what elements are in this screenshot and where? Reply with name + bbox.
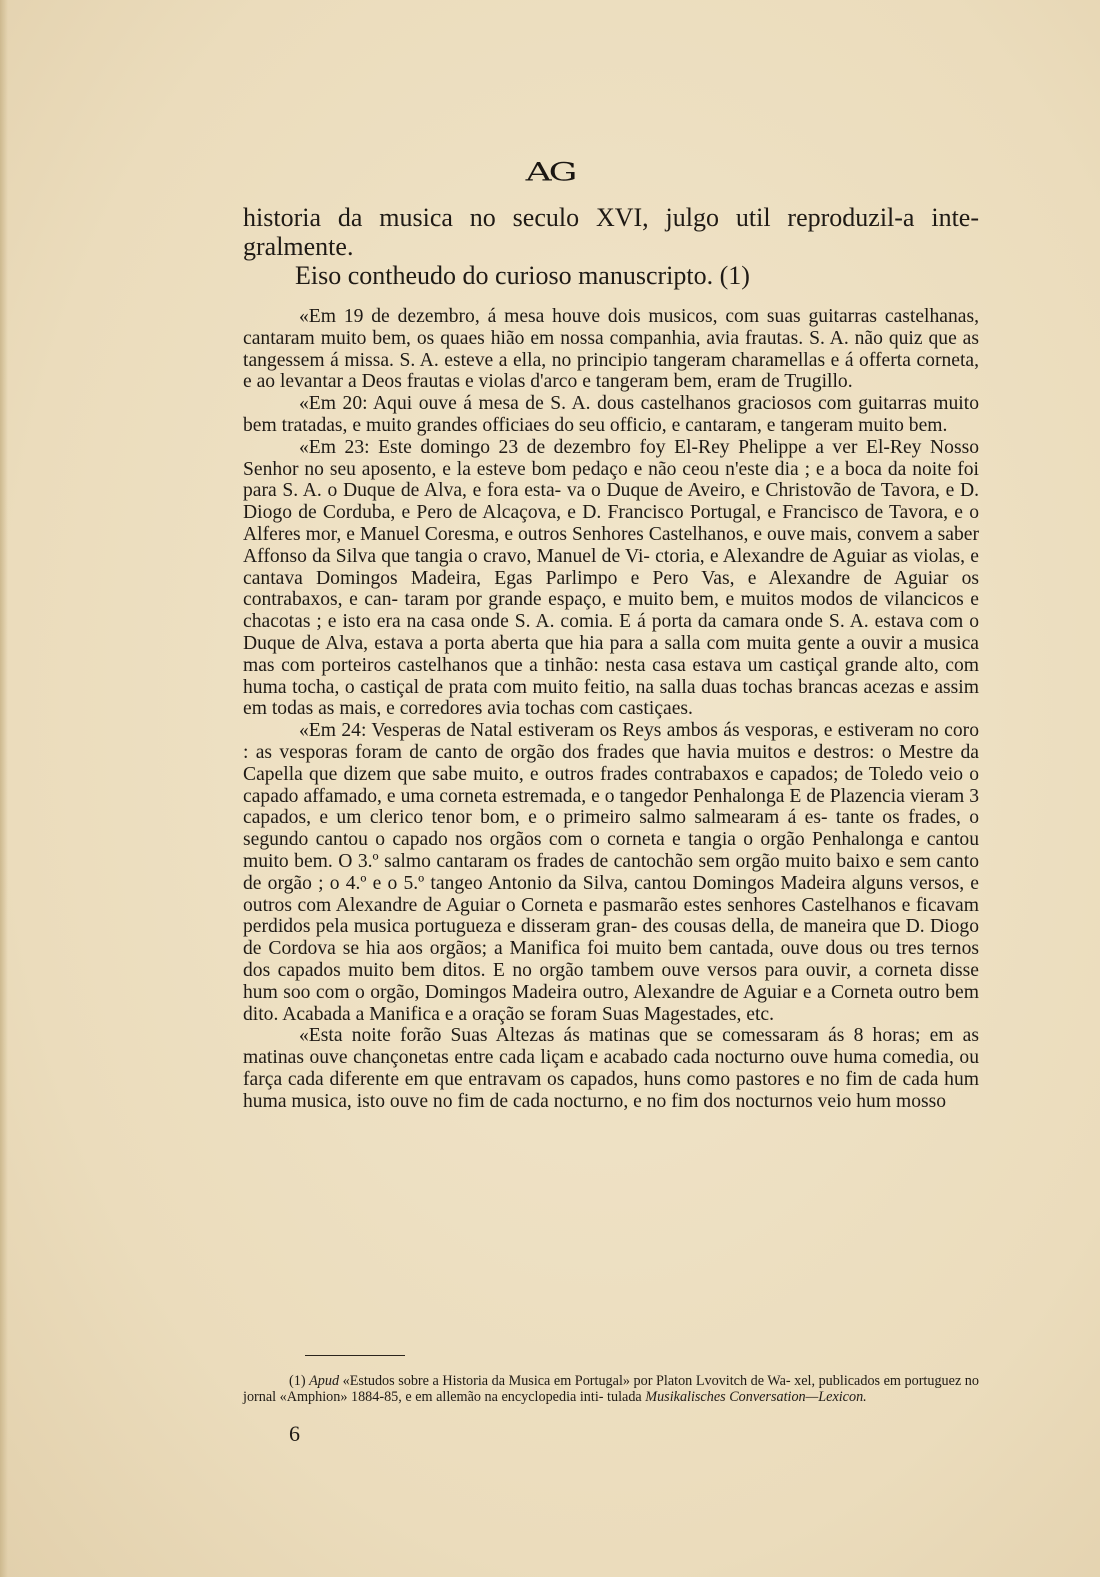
body-text	[243, 203, 979, 1112]
paragraph-dec-20: «Em 20: Aqui ouve á mesa de S. A. dous castelhanos graciosos com guitarras muito bem tratadas, e muito grandes officiaes do seu officio, e cantaram, e tangeram muito bem.	[243, 393, 979, 436]
opening-line: historia da musica no seculo XVI, julgo util reproduzil-a inte- gralmente.	[243, 203, 979, 261]
opening-intro-line: Eiso contheudo do curioso manuscripto. (1)	[295, 261, 750, 290]
header-monogram: AG	[525, 158, 575, 187]
page-number: 6	[289, 1421, 300, 1446]
manuscript-transcription	[243, 306, 979, 1112]
footnote	[243, 1373, 979, 1405]
footnote-marker: (1)	[289, 1373, 306, 1389]
footnote-text: «Estudos sobre a Historia da Musica em Portugal» por Platon Lvovitch de Wa- xel, publicados em portuguez no jornal «Amphion» 1884-85, e em allemão na encyclopedia inti- tulada	[243, 1373, 979, 1406]
paragraph-matins: «Esta noite forão Suas Altezas ás matinas que se comessaram ás 8 horas; em as matinas ouve chançonetas entre cada liçam e acabado cada nocturno ouve huma comedia, ou farça cada diferente em que entravam os capados, huns como pastores e no fim de cada hum huma musica, isto ouve no fim de cada nocturno, e no fim dos nocturnos veio hum mosso	[243, 1025, 979, 1112]
footnote-divider	[305, 1355, 405, 1356]
footnote-title: Musikalisches Conversation—Lexicon.	[645, 1389, 867, 1406]
page-edge-shadow	[0, 0, 8, 1577]
paragraph-dec-23: «Em 23: Este domingo 23 de dezembro foy El-Rey Phelippe a ver El-Rey Nosso Senhor no seu aposento, e la esteve bom pedaço e não ceou n'este dia ; e a boca da noite foi para S. A. o Duque de Alva, e fora esta- va o Duque de Aveiro, e Christovão de Tavora, e D. Diogo de Corduba, e Pero de Alcaçova, e D. Francisco Portugal, e Francisco de Tavora, e o Alferes mor, e Manuel Coresma, e outros Senhores Castelhanos, e ouve mais, convem a saber Affonso da Silva que tangia o cravo, Manuel de Vi- ctoria, e Alexandre de Aguiar as violas, e cantava Domingos Madeira, Egas Parlimpo e Pero Vas, e Alexandre de Aguiar os contrabaxos, e can- taram por grande espaço, e muito bem, e muitos modos de vilancicos e chacotas ; e isto era na casa onde S. A. comia. E á porta da camara onde S. A. estava com o Duque de Alva, estava a porta aberta que hia para a salla com muita gente a ouvir a musica mas com porteiros castelhanos que a tinhão: nesta casa estava um castiçal grande alto, com huma tocha, o castiçal de prata com muito feitio, na salla duas tochas brancas acezas e assim em todas as mais, e corredores avia tochas com castiçaes.	[243, 436, 979, 720]
paragraph-dec-19: «Em 19 de dezembro, á mesa houve dois musicos, com suas guitarras castelhanas, cantaram muito bem, os quaes hião em nossa companhia, avia frautas. S. A. não quiz que as tangessem á missa. S. A. esteve a ella, no principio tangeram charamellas e á offerta corneta, e ao levantar a Deos frautas e violas d'arco e tangeram bem, eram de Trugillo.	[243, 306, 979, 393]
opening-block	[243, 203, 979, 290]
paragraph-dec-24: «Em 24: Vesperas de Natal estiveram os Reys ambos ás vesporas, e estiveram no coro : as vesporas foram de canto de orgão dos frades que havia muitos e destros: o Mestre da Capella que dizem que sabe muito, e outros frades contrabaxos e capados; de Toledo veio o capado affamado, e uma corneta estremada, e o tangedor Penhalonga E de Plazencia vieram 3 capados, e um clerico tenor bom, e o primeiro salmo salmearam á es- tante os frades, o segundo cantou o capado nos orgãos com o corneta e tangia o orgão Penhalonga e cantou muito bem. O 3.º salmo cantaram os frades de cantochão sem orgão muito baixo e sem canto de orgão ; o 4.º e o 5.º tangeo Antonio da Silva, cantou Domingos Madeira alguns versos, e outros com Alexandre de Aguiar o Corneta e pasmarão estes senhores Castelhanos e ficavam perdidos pela musica portugueza e disseram gran- des cousas della, de maneira que D. Diogo de Cordova se hia aos orgãos; a Manifica foi muito bem cantada, ouve dous ou tres ternos dos capados muito bem ditos. E no orgão tambem ouve versos para ouvir, a corneta disse hum soo com o orgão, Domingos Madeira outro, Alexandre de Aguiar e a Corneta outro bem dito. Acabada a Manifica e a oração se foram Suas Magestades, etc.	[243, 720, 979, 1025]
footnote-apud: Apud	[309, 1373, 340, 1389]
